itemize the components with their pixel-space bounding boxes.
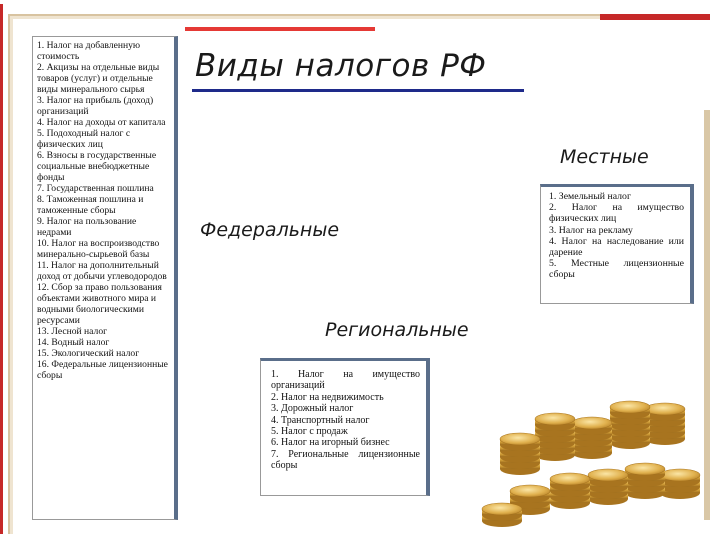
gold-coins-stack-icon	[480, 375, 710, 535]
federal-tax-list-box	[32, 36, 178, 520]
tax-list-item: 5. Подоходный налог с физических лиц	[37, 128, 131, 150]
tax-list-item: 1. Налог на добавленную стоимость	[37, 40, 141, 62]
coin-top	[482, 503, 522, 515]
local-taxes-label: Местные	[560, 146, 649, 168]
top-right-accent	[600, 14, 710, 20]
local-tax-list-box	[540, 184, 694, 304]
tax-list-item: 16. Федеральные лицензионные сборы	[37, 359, 168, 381]
tax-list-item: 1. Налог на имущество организаций	[271, 369, 420, 392]
tax-list-item: 2. Налог на недвижимость	[271, 391, 384, 403]
tax-list-item: 3. Дорожный налог	[271, 403, 354, 415]
tax-list-item: 3. Налог на рекламу	[549, 224, 633, 236]
tax-list-item: 7. Региональные лицензионные сборы	[271, 448, 420, 472]
federal-tax-list	[37, 40, 169, 381]
coin-top	[625, 463, 665, 475]
coin-top	[550, 473, 590, 485]
federal-taxes-label: Федеральные	[200, 219, 340, 241]
slide-title: Виды налогов РФ	[192, 48, 524, 92]
coin-top	[510, 485, 550, 497]
coin-top	[588, 469, 628, 481]
coin-top	[535, 413, 575, 425]
tax-list-item: 1. Земельный налог	[549, 191, 631, 202]
tax-list-item: 2. Акцизы на отдельные виды товаров (услуг) и отдельные виды минерального сырья	[37, 62, 160, 95]
tax-list-item: 9. Налог на пользование недрами	[37, 216, 137, 238]
coin-top	[572, 417, 612, 429]
tax-list-item: 2. Налог на имущество физических лиц	[549, 202, 684, 225]
coin-top	[660, 469, 700, 481]
tax-list-item: 5. Местные лицензионные сборы	[549, 258, 684, 281]
tax-list-item: 6. Взносы в государственные социальные внебюджетные фонды	[37, 150, 157, 183]
top-mid-accent	[185, 27, 375, 31]
tax-list-item: 13. Лесной налог	[37, 326, 108, 337]
regional-tax-list-box	[260, 358, 430, 496]
tax-list-item: 3. Налог на прибыль (доход) организаций	[37, 95, 154, 117]
tax-list-item: 4. Налог на наследование или дарение	[549, 235, 684, 259]
regional-tax-list	[271, 369, 420, 472]
tax-list-item: 10. Налог на воспроизводство минерально-сырьевой базы	[37, 238, 160, 260]
tax-list-item: 14. Водный налог	[37, 337, 110, 348]
tax-list-item: 4. Налог на доходы от капитала	[37, 117, 166, 128]
coin-top	[610, 401, 650, 413]
tax-list-item: 11. Налог на дополнительный доход от добычи углеводородов	[37, 260, 167, 282]
coin-top	[500, 433, 540, 445]
tax-list-item: 8. Таможенная пошлина и таможенные сборы	[37, 194, 144, 216]
regional-taxes-label: Региональные	[325, 319, 469, 341]
tax-list-item: 15. Экологический налог	[37, 348, 140, 359]
coin-top	[645, 403, 685, 415]
local-tax-list	[549, 191, 684, 281]
tax-list-item: 7. Государственная пошлина	[37, 183, 154, 194]
tax-list-item: 5. Налог с продаж	[271, 426, 348, 438]
tax-list-item: 12. Сбор за право пользования объектами животного мира и водными биологическими ресурсами	[37, 282, 162, 326]
left-red-stripe	[0, 4, 3, 534]
tax-list-item: 6. Налог на игорный бизнес	[271, 437, 390, 449]
tax-list-item: 4. Транспортный налог	[271, 414, 370, 426]
